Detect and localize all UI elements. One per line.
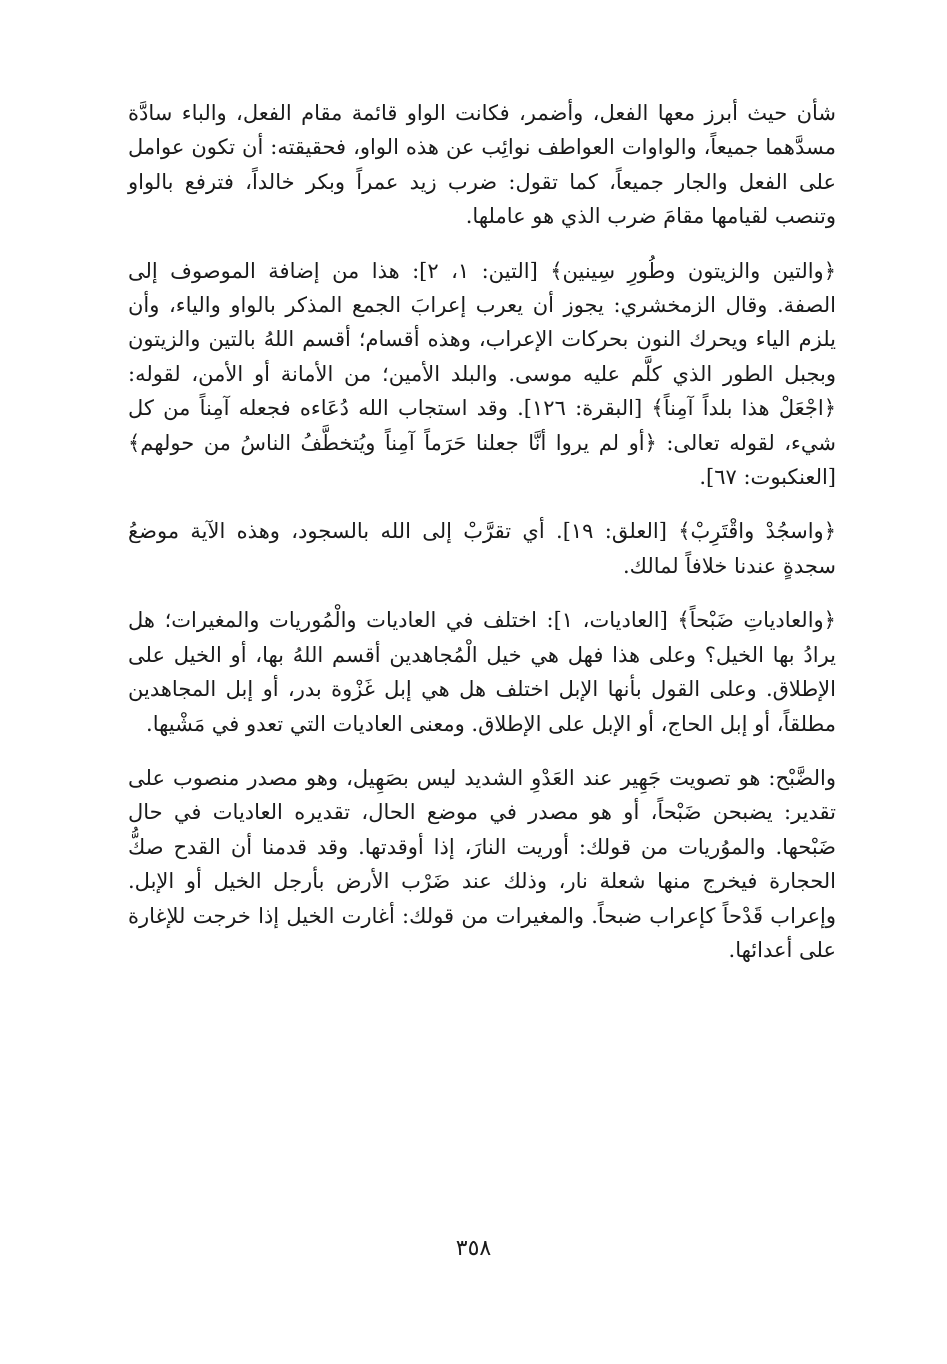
page-number: ٣٥٨ bbox=[455, 1236, 492, 1261]
paragraph-1: شأن حيث أبرز معها الفعل، وأضمر، فكانت الواو قائمة مقام الفعل، والباء سادَّة مسدَّهما جميعاً، والواوات العواطف نوائِب عن هذه الواو، فحقيقته: أن تكون عوامل على الفعل والجار جميعاً، كما تقول: ضرب زيد عمراً وبكر خالداً، فترفع بالواو وتنصب لقيامها مقامَ ضرب الذي هو عاملها. bbox=[128, 101, 836, 229]
page-body bbox=[128, 96, 836, 967]
paragraph-5: والضَّبْح: هو تصويت جَهِير عند العَدْوِ الشديد ليس بصَهِيل، وهو مصدر منصوب على تقدير: يضبحن ضَبْحاً، أو هو مصدر في موضع الحال، تقديره العاديات في حال ضَبْحها. والموُريات من قولك: أوريت النارَ، إذا أوقدتها. وقد قدمنا أن القدح صكُّ الحجارة فيخرج منها شعلة نار، وذلك عند ضَرْب الأرض بأرجل الخيل أو الإبل. وإعراب قَدْحاً كإعراب ضبحاً. والمغيرات من قولك: أغارت الخيل إذا خرجت للإغارة على أعدائها. bbox=[128, 765, 836, 962]
paragraph-2: ﴿والتين والزيتون وطُورِ سِينين﴾ [التين: ١، ٢]: هذا من إضافة الموصوف إلى الصفة. وقال الزمخشري: يجوز أن يعرب إعرابَ الجمع المذكر بالواو والياء، وأن يلزم الياء ويحرك النون بحركات الإعراب، وهذه أقسام؛ أقسم اللهُ بالتين والزيتون وبجبل الطور الذي كلَّم عليه موسى. والبلد الأمين؛ من الأمانة أو الأمن، لقوله: ﴿اجْعَلْ هذا بلداً آمِناً﴾ [البقرة: ١٢٦]. وقد استجاب الله دُعَاءه فجعله آمِناً من كل شيء، لقوله تعالى: ﴿أو لم يروا أنَّا جعلنا حَرَماً آمِناً ويُتخطَّفُ الناسُ من حولهم﴾ [العنكبوت: ٦٧]. bbox=[128, 258, 837, 490]
paragraph-4: ﴿والعادياتِ ضَبْحاً﴾ [العاديات، ١]: اختلف في العاديات والْمُوريات والمغيرات؛ هل يرادُ بها الخيل؟ وعلى هذا فهل هي خيل الْمُجاهدين أقسم اللهُ بها، أو الخيل على الإطلاق. وعلى القول بأنها الإبل اختلف هل هي إبل غَزْوة بدر، أو إبل المجاهدين مطلقاً، أو إبل الحاج، أو الإبل على الإطلاق. ومعنى العاديات التي تعدو في مَشْيها. bbox=[128, 608, 836, 736]
paragraph-3: ﴿واسجُدْ واقْتَرِبْ﴾ [العلق: ١٩]. أي تقرَّبْ إلى الله بالسجود، وهذه الآية موضعُ سجدةٍ عندنا خلافاً لمالك. bbox=[128, 519, 837, 578]
